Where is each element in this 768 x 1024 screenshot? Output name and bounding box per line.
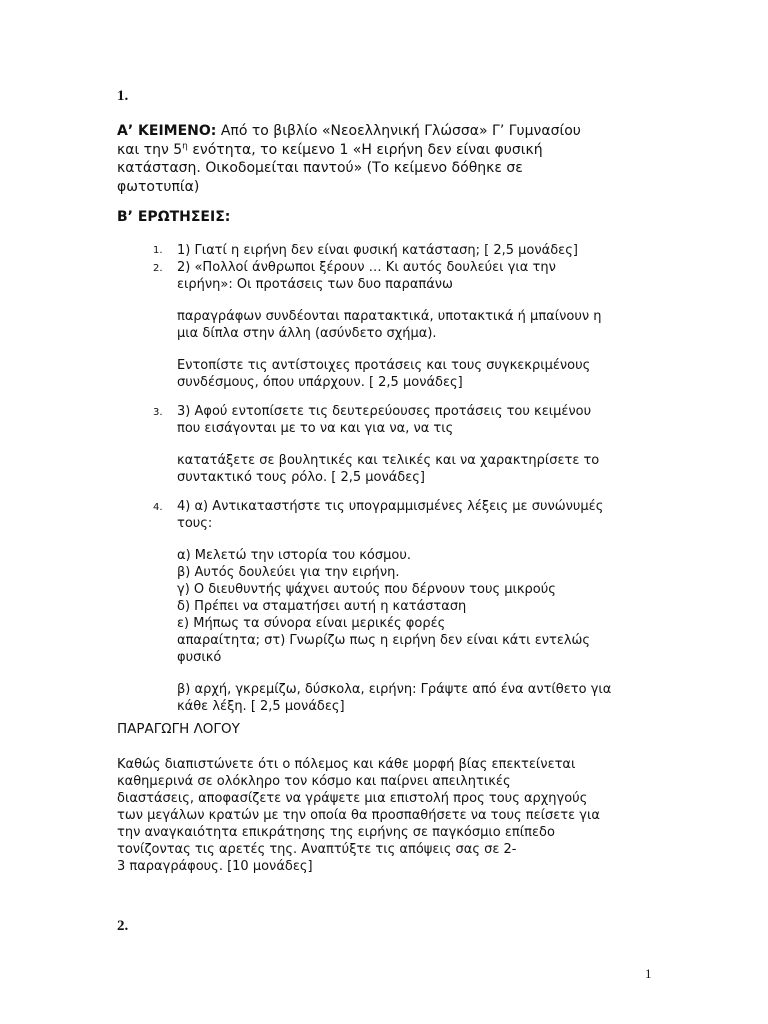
production-line: διαστάσεις, αποφασίζετε να γράψετε μια επιστολή προς τους αρχηγούς	[117, 791, 588, 806]
question-line: τους:	[177, 516, 213, 531]
text-heading-a	[117, 122, 647, 196]
text-heading-a-line: κατάσταση. Οικοδομείται παντού» (Το κείμενο δόθηκε σε	[117, 160, 523, 176]
section-number: 2.	[117, 918, 129, 934]
question-number: 1.	[153, 245, 163, 256]
question-line: συντακτικό τους ρόλο. [ 2,5 μονάδες]	[177, 470, 425, 485]
question-line: α) Μελετώ την ιστορία του κόσμου.	[177, 548, 411, 563]
production-line: την αναγκαιότητα επικράτησης της ειρήνης σε παγκόσμιο επίπεδο	[117, 825, 555, 840]
text-heading-a-line: και την $5^\eta$ ενότητα, το κείμενο 1 «Η ειρήνη δεν είναι φυσική	[117, 140, 543, 158]
question-line: μια δίπλα στην άλλη (ασύνδετο σχήμα).	[177, 326, 437, 341]
text-heading-a-label: Α’ ΚΕΙΜΕΝΟ:	[117, 123, 217, 139]
question-line: παραγράφων συνδέονται παρατακτικά, υποτακτικά ή μπαίνουν η	[177, 309, 602, 324]
production-line: τονίζοντας τις αρετές της. Αναπτύξτε τις απόψεις σας σε 2-	[117, 842, 517, 857]
question-line: β) αρχή, γκρεμίζω, δύσκολα, ειρήνη: Γράψτε από ένα αντίθετο για	[177, 682, 612, 697]
question-line: φυσικό	[177, 650, 222, 665]
production-line: 3 παραγράφους. [10 μονάδες]	[117, 859, 313, 874]
questions-heading: Β’ ΕΡΩΤΗΣΕΙΣ:	[117, 209, 231, 225]
section-number: 1.	[117, 88, 129, 104]
production-line: καθημερινά σε ολόκληρο τον κόσμο και παίρνει απειλητικές	[117, 774, 511, 789]
question-line: 3) Αφού εντοπίσετε τις δευτερεύουσες προτάσεις του κειμένου	[177, 404, 592, 419]
question-2	[177, 259, 657, 391]
production-heading: ΠΑΡΑΓΩΓΗ ΛΟΓΟΥ	[117, 721, 240, 737]
question-number: 2.	[153, 263, 163, 274]
question-number: 3.	[153, 407, 163, 418]
question-line: ειρήνη»: Οι προτάσεις των δυο παραπάνω	[177, 277, 453, 292]
question-line: β) Αυτός δουλεύει για την ειρήνη.	[177, 565, 400, 580]
question-line: κάθε λέξη. [ 2,5 μονάδες]	[177, 699, 345, 714]
question-line: 1) Γιατί η ειρήνη δεν είναι φυσική κατάσταση; [ 2,5 μονάδες]	[177, 243, 578, 258]
question-line: 2) «Πολλοί άνθρωποι ξέρουν … Κι αυτός δουλεύει για την	[177, 260, 556, 275]
question-line: συνδέσμους, όπου υπάρχουν. [ 2,5 μονάδες]	[177, 375, 463, 390]
question-line: Εντοπίστε τις αντίστοιχες προτάσεις και τους συγκεκριμένους	[177, 358, 591, 373]
page-number: 1	[645, 966, 652, 981]
question-4	[177, 498, 657, 715]
question-line: 4) α) Αντικαταστήστε τις υπογραμμισμένες λέξεις με συνώνυμές	[177, 499, 604, 514]
text-heading-a-line: Α’ ΚΕΙΜΕΝΟ: Από το βιβλίο «Νεοελληνική Γλώσσα» Γ’ Γυμνασίου	[117, 123, 581, 139]
production-text	[117, 756, 657, 875]
question-line: κατατάξετε σε βουλητικές και τελικές και να χαρακτηρίσετε το	[177, 453, 600, 468]
question-number: 4.	[153, 502, 163, 513]
question-3	[177, 403, 657, 486]
question-1	[177, 242, 657, 259]
question-line: ε) Μήπως τα σύνορα είναι μερικές φορές	[177, 616, 446, 631]
production-line: Καθώς διαπιστώνετε ότι ο πόλεμος και κάθε μορφή βίας επεκτείνεται	[117, 757, 576, 772]
question-line: απαραίτητα; στ) Γνωρίζω πως η ειρήνη δεν είναι κάτι εντελώς	[177, 633, 591, 648]
question-line: γ) Ο διευθυντής ψάχνει αυτούς που δέρνουν τους μικρούς	[177, 582, 556, 597]
question-line: δ) Πρέπει να σταματήσει αυτή η κατάσταση	[177, 599, 467, 614]
text-heading-a-line: φωτοτυπία)	[117, 178, 200, 195]
production-line: των μεγάλων κρατών με την οποία θα προσπαθήσετε να τους πείσετε για	[117, 808, 600, 823]
question-line: που εισάγονται με το να και για να, να τις	[177, 421, 454, 436]
